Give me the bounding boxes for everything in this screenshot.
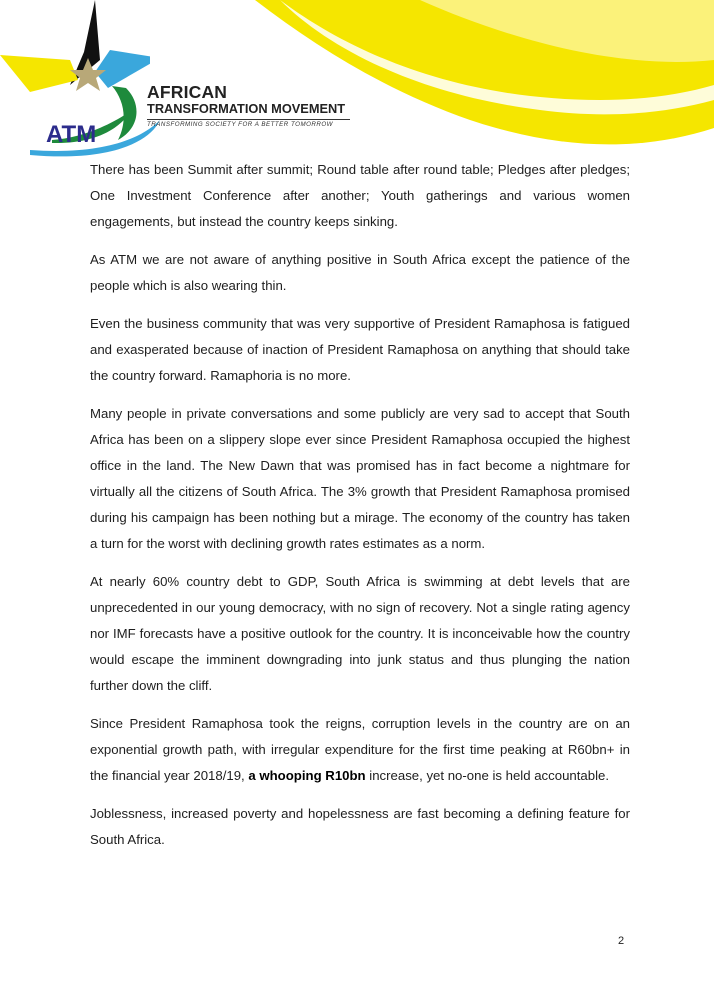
paragraph-debt: At nearly 60% country debt to GDP, South Africa is swimming at debt levels that are unprecedented in our young democracy, with no sign of recovery. Not a single rating agency nor IMF forecasts have a positive outlook for the country. It is inconceivable how the country would escape the imminent downgrading into junk status and thus plunging the nation further down the cliff. <box>90 574 630 693</box>
corruption-text-after: increase, yet no-one is held accountable. <box>369 768 610 783</box>
page-number: 2 <box>618 935 625 947</box>
corruption-text-before: Since President Ramaphosa took the reigns, corruption levels in the country are on an exponential growth path, with irregular expenditure for the first time peaking at R60bn+ in the financial year 2018/19, <box>90 716 630 783</box>
tagline-divider <box>147 119 350 120</box>
paragraph-slippery-slope: Many people in private conversations and some publicly are very sad to accept that South Africa has been on a slippery slope ever since President Ramaphosa occupied the highest office in the land. The New Dawn that was promised has in fact become a nightmare for virtually all the citizens of South Africa. The 3% growth that President Ramaphosa promised during his campaign has been nothing but a mirage. The economy of the country has taken a turn for the worst with declining growth rates estimates as a norm. <box>90 406 630 551</box>
corruption-highlight: a whooping R10bn <box>248 768 366 783</box>
paragraph-business-community: Even the business community that was very supportive of President Ramaphosa is fatigued and exasperated because of inaction of President Ramaphosa on anything that should take the country forward. Ramaphoria is no more. <box>90 316 630 383</box>
yellow-star-arm <box>0 55 78 92</box>
atm-logo <box>0 0 150 150</box>
paragraph-summits: There has been Summit after summit; Round table after round table; Pledges after pledges; One Investment Conference after another; Youth gatherings and various women engagements, but instead the country keeps sinking. <box>90 162 630 229</box>
document-body <box>90 157 630 865</box>
atm-logo-text: ATM <box>46 121 97 148</box>
paragraph-joblessness: Joblessness, increased poverty and hopelessness are fast becoming a defining feature for South Africa. <box>90 806 630 847</box>
org-name: AFRICAN <box>147 82 228 102</box>
paragraph-corruption <box>90 711 630 789</box>
blue-star-arm <box>95 50 150 88</box>
org-tagline: TRANSFORMING SOCIETY FOR A BETTER TOMORROW <box>147 121 334 128</box>
org-subtitle: TRANSFORMATION MOVEMENT <box>147 101 346 116</box>
paragraph-atm-view: As ATM we are not aware of anything positive in South Africa except the patience of the people which is also wearing thin. <box>90 252 630 293</box>
green-swoosh <box>112 86 136 140</box>
